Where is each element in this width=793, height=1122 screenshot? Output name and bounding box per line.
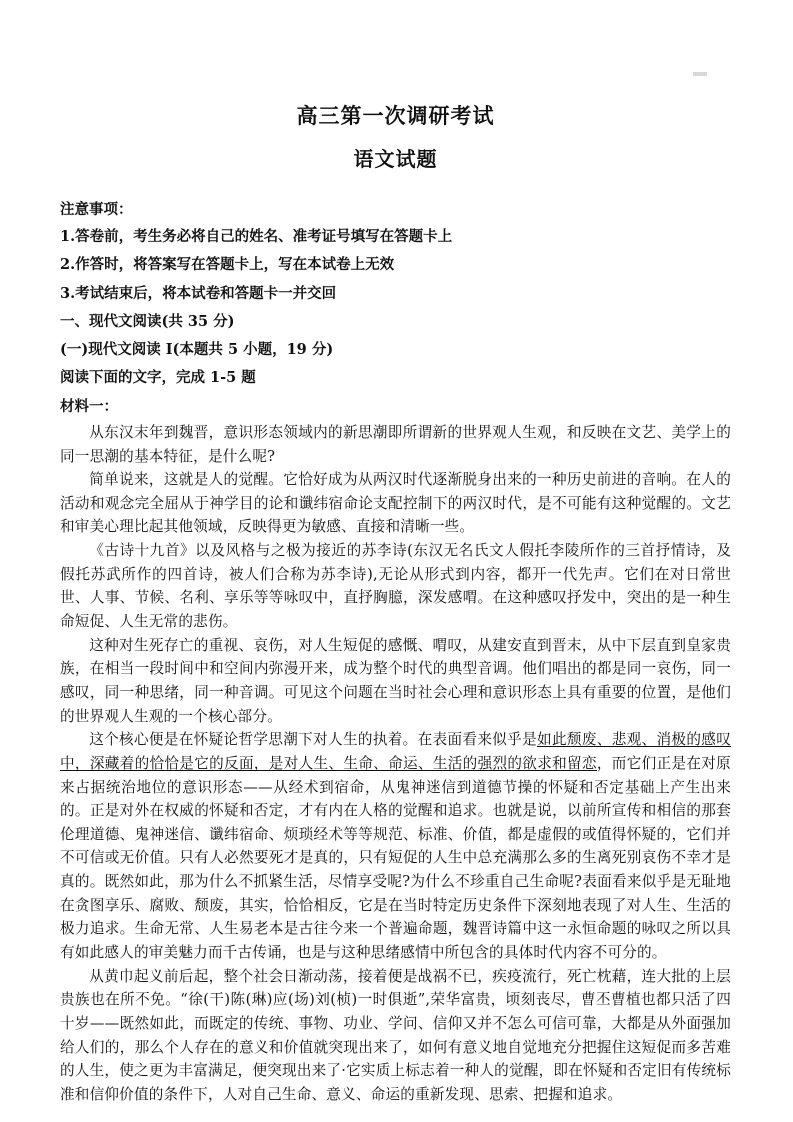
page-corner-mark: [693, 72, 707, 76]
body-paragraph-2: 简单说来，这就是人的觉醒。它恰好成为从两汉时代逐渐脱身出来的一种历史前进的音响。在人的活动和观念完全屈从于神学目的论和谶纬宿命论支配控制下的两汉时代，是不可能有这种觉醒的。文艺和审美心理比起其他领域，反映得更为敏感、直接和清晰一些。: [60, 471, 731, 536]
underlined-text: 如此颓废、悲观、消极的感叹中，深藏着的恰恰是它的反面，是对人生、生命、命运、生活的强烈的欲求和留恋: [60, 731, 731, 772]
subsection-heading: (一)现代文阅读 I(本题共 5 小题，19 分): [60, 341, 334, 359]
body-paragraph-4: 这种对生死存亡的重视、哀伤，对人生短促的感慨、喟叹，从建安直到晋末，从中下层直到皇家贵族，在相当一段时间中和空间内弥漫开来，成为整个时代的典型音调。他们唱出的都是同一哀伤，同一感叹，同一种思绪，同一种音调。可见这个问题在当时社会心理和意识形态上具有重要的位置，是他们的世界观人生观的一个核心部分。: [60, 636, 731, 725]
notice-item-3: 3.考试结束后，将本试卷和答题卡一并交回: [60, 284, 337, 302]
page-title: 高三第一次调研考试: [296, 103, 495, 128]
reading-instruction: 阅读下面的文字，完成 1-5 题: [60, 369, 256, 387]
body-paragraph-3: 《古诗十九首》以及风格与之极为接近的苏李诗(东汉无名氏文人假托李陵所作的三首抒情诗，及假托苏武所作的四首诗，被人们合称为苏李诗),无论从形式到内容，都开一代先声。它们在对日常世世、人事、节候、名利、享乐等等咏叹中，直抒胸臆，深发感喟。在这种感叹抒发中，突出的是一种生命短促、人生无常的悲伤。: [60, 542, 731, 631]
notice-item-1: 1.答卷前，考生务必将自己的姓名、准考证号填写在答题卡上: [60, 228, 453, 246]
body-paragraph-6: 从黄巾起义前后起，整个社会日渐动荡，接着便是战祸不已，疾疫流行，死亡枕藉，连大批的上层贵族也在所不免。“徐(干)陈(琳)应(场)刘(桢)一时俱逝”,荣华富贵，顷刻丧尽，曹丕曹植也都只活了四十岁——既然如此，而既定的传统、事物、功业、学问、信仰又并不怎么可信可靠，大都是从外面强加给人们的，那么个人存在的意义和价值就突现出来了，如何有意义地自觉地充分把握住这短促而多苦难的人生，使之更为丰富满足，便突现出来了·它实质上标志着一种人的觉醒，即在怀疑和否定旧有传统标准和信仰价值的条件下，人对自己生命、意义、命运的重新发现、思索、把握和追求。: [60, 967, 731, 1103]
body-paragraph-1: 从东汉末年到魏晋，意识形态领域内的新思潮即所谓新的世界观人生观，和反映在文艺、美学上的同一思潮的基本特征，是什么呢?: [60, 423, 731, 465]
material-label: 材料一：: [60, 397, 118, 415]
body-paragraph-5: 这个核心便是在怀疑论哲学思潮下对人生的执着。在表面看来似乎是如此颓废、悲观、消极的感叹中，深藏着的恰恰是它的反面，是对人生、生命、命运、生活的强烈的欲求和留恋，而它们正是在对原来占据统治地位的意识形态——从经术到宿命，从鬼神迷信到道德节操的怀疑和否定基础上产生出来的。正是对外在权威的怀疑和否定，才有内在人格的觉醒和追求。也就是说，以前所宣传和相信的那套伦理道德、鬼神迷信、谶纬宿命、烦琐经术等等规范、标准、价值，都是虚假的或值得怀疑的，它们并不可信或无价值。只有人必然要死才是真的，只有短促的人生中总充满那么多的生离死别哀伤不幸才是真的。既然如此，那为什么不抓紧生活，尽情享受呢?为什么不珍重自己生命呢?表面看来似乎是无耻地在贪图享乐、腐败、颓废，其实，恰恰相反，它是在当时特定历史条件下深刻地表现了对人生、生活的极力追求。生命无常、人生易老本是古往今来一个普遍命题，魏晋诗篇中这一永恒命题的咏叹之所以具有如此感人的审美魅力而千古传诵，也是与这种思绪感情中所包含的具体时代内容不可分的。: [60, 731, 731, 961]
page-subtitle: 语文试题: [353, 146, 438, 171]
notice-heading: 注意事项：: [60, 200, 133, 218]
notice-item-2: 2.作答时，将答案写在答题卡上，写在本试卷上无效: [60, 256, 395, 274]
section-heading: 一、现代文阅读(共 35 分): [60, 312, 235, 330]
